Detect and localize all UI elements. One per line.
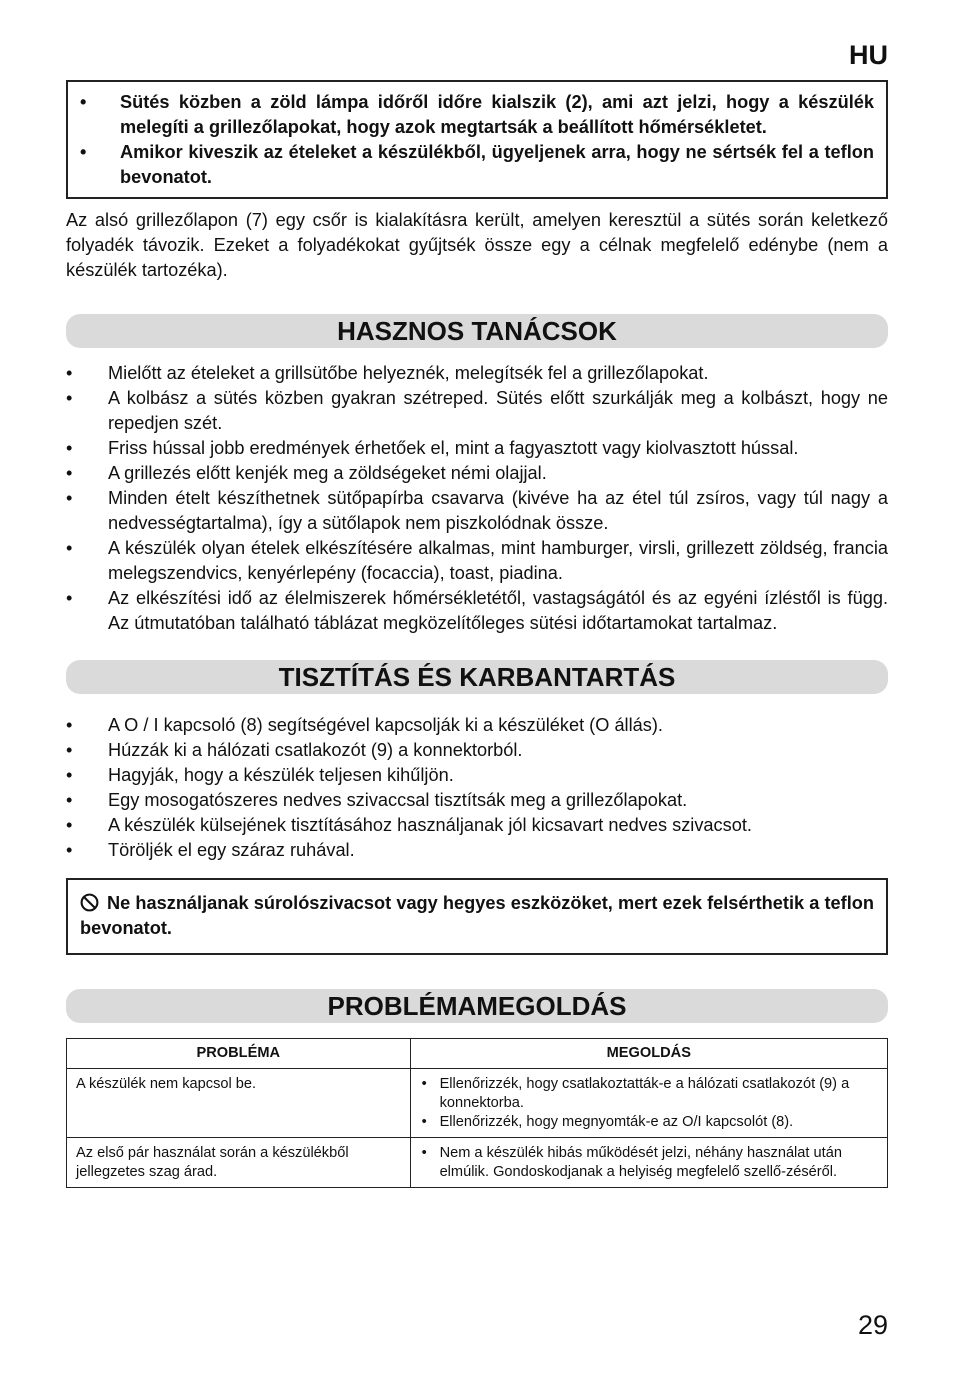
bullet-icon: • (66, 538, 73, 558)
section-heading-troubleshooting: PROBLÉMAMEGOLDÁS (66, 989, 888, 1023)
list-item: • A készülék külsejének tisztításához használjanak jól kicsavart nedves szivacsot. (66, 813, 888, 838)
list-item: • Az elkészítési idő az élelmiszerek hőmérsékletétől, vastagságától és az egyéni ízléstől is függ. Az útmutatóban található táblázat megközelítőleges sütési időtartamokat tartalmaz. (66, 588, 888, 633)
bullet-icon: • (66, 740, 73, 760)
prohibition-icon (80, 893, 99, 912)
bullet-icon: • (66, 588, 73, 608)
bullet-icon: • (421, 1145, 427, 1161)
list-item: • A készülék olyan ételek elkészítésére alkalmas, mint hamburger, virsli, grillezett zöldség, francia melegszendvics, kenyérlepény (focaccia), toast, piadina. (66, 538, 888, 583)
bullet-icon: • (80, 142, 87, 162)
bullet-icon: • (66, 363, 73, 383)
list-item: • A O / I kapcsoló (8) segítségével kapcsolják ki a készüléket (O állás). (66, 713, 888, 738)
troubleshooting-table (66, 1038, 888, 1188)
bullet-icon: • (66, 815, 73, 835)
section-heading-tips: HASZNOS TANÁCSOK (66, 314, 888, 348)
bullet-icon: • (66, 388, 73, 408)
table-row (67, 1069, 888, 1138)
intro-paragraph: Az alsó grillezőlapon (7) egy csőr is kialakításra került, amelyen keresztül a sütés során keletkező folyadék távozik. Ezeket a folyadékokat gyűjtsék össze egy a célnak megfelelő edénybe (nem a készülék tartozéka). (66, 210, 888, 280)
problem-cell: A készülék nem kapcsol be. (67, 1069, 411, 1138)
warning-text: Ne használjanak súrolószivacsot vagy hegyes eszközöket, mert ezek felsérthetik a teflon bevonatot. (80, 893, 874, 938)
bullet-icon: • (66, 438, 73, 458)
list-item: • Húzzák ki a hálózati csatlakozót (9) a konnektorból. (66, 738, 888, 763)
page-content (66, 80, 888, 1188)
bullet-icon: • (66, 790, 73, 810)
notice-item: • Sütés közben a zöld lámpa időről időre kialszik (2), ami azt jelzi, hogy a készülék melegíti a grillezőlapokat, hogy azok megtartsák a beállított hőmérsékletet. (80, 92, 874, 137)
list-item: • Friss hússal jobb eredmények érhetőek el, mint a fagyasztott vagy kiolvasztott hússal. (66, 436, 888, 461)
column-header-solution: MEGOLDÁS (410, 1039, 887, 1069)
bullet-icon: • (421, 1114, 427, 1130)
bullet-icon: • (421, 1076, 427, 1092)
list-item: • Mielőtt az ételeket a grillsütőbe helyeznék, melegítsék fel a grillezőlapokat. (66, 361, 888, 386)
language-code: HU (849, 40, 888, 70)
column-header-problem: PROBLÉMA (67, 1039, 411, 1069)
solution-item: • Ellenőrizzék, hogy megnyomták-e az O/I kapcsolót (8). (421, 1114, 794, 1130)
problem-cell: Az első pár használat során a készülékből jellegzetes szag árad. (67, 1138, 411, 1188)
bullet-icon: • (66, 463, 73, 483)
solution-item: • Nem a készülék hibás működését jelzi, néhány használat után elmúlik. Gondoskodjanak a helyiség megfelelő szellő-zéséről. (421, 1145, 842, 1180)
solution-cell (410, 1069, 887, 1138)
bullet-icon: • (66, 488, 73, 508)
list-item: • Egy mosogatószeres nedves szivaccsal tisztítsák meg a grillezőlapokat. (66, 788, 888, 813)
cleaning-list (66, 713, 888, 863)
warning-box (66, 878, 888, 955)
list-item: • Minden ételt készíthetnek sütőpapírba csavarva (kivéve ha az étel túl zsíros, vagy túl nagy a nedvességtartalma), így a sütőlapok nem piszkolódnak össze. (66, 488, 888, 533)
list-item: • Hagyják, hogy a készülék teljesen kihűljön. (66, 763, 888, 788)
solution-item: • Ellenőrizzék, hogy csatlakoztatták-e a hálózati csatlakozót (9) a konnektorba. (421, 1076, 850, 1111)
list-item: • A grillezés előtt kenjék meg a zöldségeket némi olajjal. (66, 461, 888, 486)
tips-list (66, 361, 888, 636)
table-header-row (67, 1039, 888, 1069)
notice-item: • Amikor kiveszik az ételeket a készülékből, ügyeljenek arra, hogy ne sértsék fel a teflon bevonatot. (80, 142, 874, 187)
bullet-icon: • (66, 840, 73, 860)
solution-cell (410, 1138, 887, 1188)
list-item: • A kolbász a sütés közben gyakran szétreped. Sütés előtt szurkálják meg a kolbászt, hogy ne repedjen szét. (66, 388, 888, 433)
bullet-icon: • (66, 715, 73, 735)
table-row (67, 1138, 888, 1188)
bullet-icon: • (66, 765, 73, 785)
notice-box (66, 80, 888, 199)
list-item: • Töröljék el egy száraz ruhával. (66, 838, 888, 863)
bullet-icon: • (80, 92, 87, 112)
page-number: 29 (857, 1310, 888, 1340)
section-heading-cleaning: TISZTÍTÁS ÉS KARBANTARTÁS (66, 660, 888, 694)
